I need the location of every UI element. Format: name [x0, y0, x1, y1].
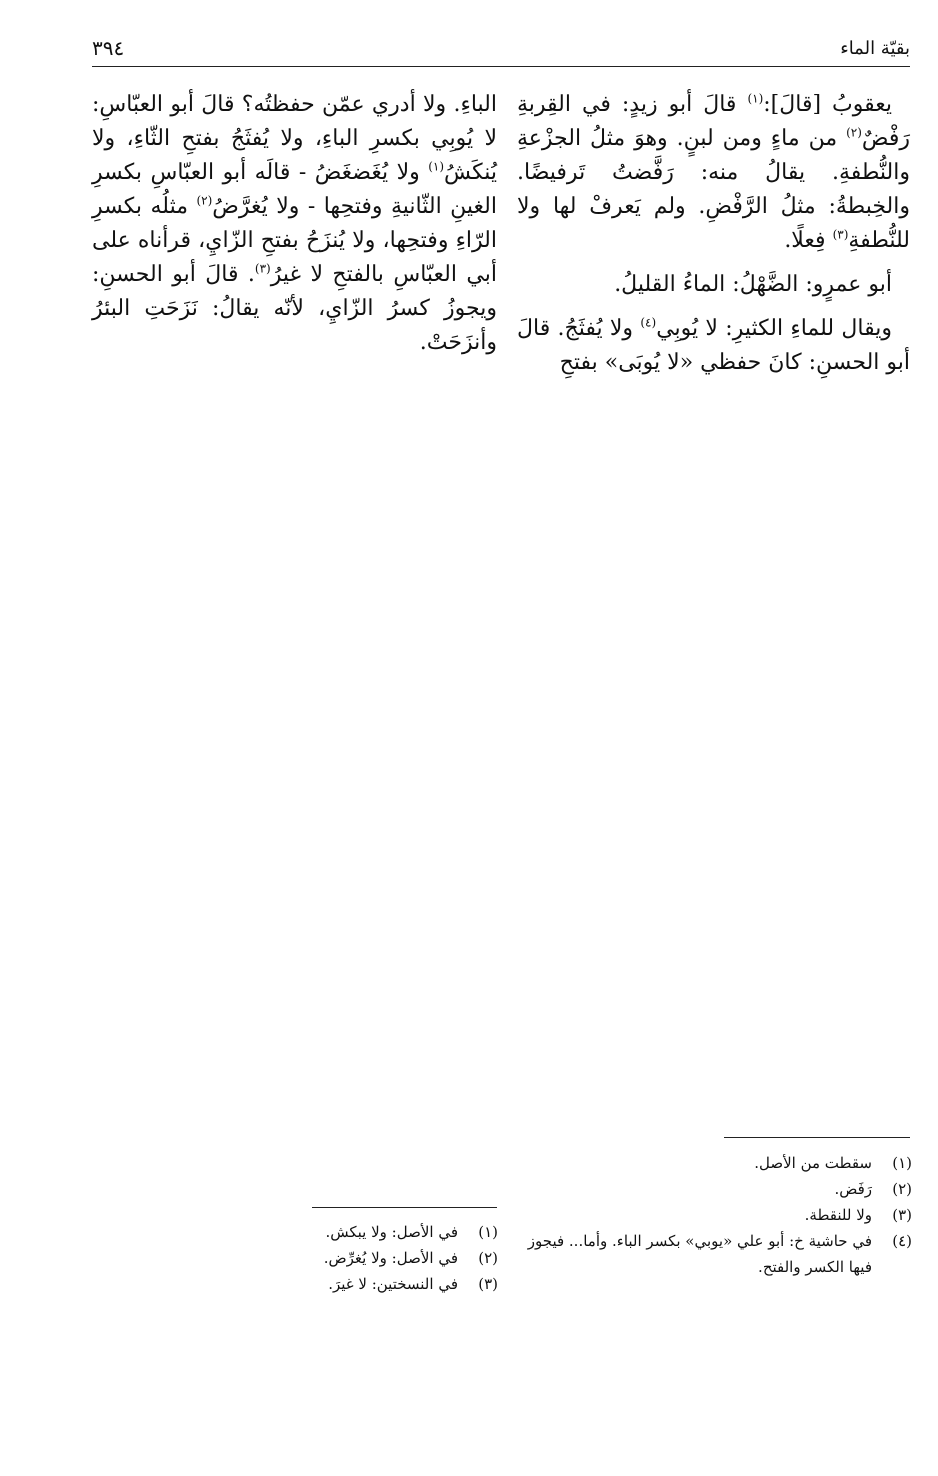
footnote-text: في حاشية خ: أبو علي «يوبي» بكسر الباء. وأما... فيجوز فيها الكسر والفتح. [527, 1232, 872, 1276]
footnote-text: في النسختين: لا غيرَ. [328, 1275, 458, 1293]
footnote-ref: (٣) [832, 227, 849, 242]
footnote [270, 1219, 498, 1245]
text-run: مثلُه بكسرِ الرّاءِ وفتحِها، ولا يُنزَحُ بفتحِ الزّايِ، قرأناه على أبي العبّاسِ بالفتحِ لا غيرُ [92, 194, 497, 287]
footnote-text: رَفَض. [834, 1180, 872, 1198]
text-run: . قالَ أبو الحسنِ: ويجوزُ كسرُ الزّايِ، لأنّه يقالُ: نَزَحَتِ البئرُ وأنزَحَتْ. [92, 262, 497, 355]
text-column-right [517, 88, 910, 380]
footnote [270, 1245, 498, 1271]
footnote [512, 1202, 912, 1228]
footnote-number: (٣) [892, 1206, 912, 1224]
footnote [512, 1228, 912, 1280]
footnote-text: سقطت من الأصل. [754, 1154, 872, 1172]
header-divider [92, 66, 910, 67]
footnote-ref: (٢) [846, 125, 862, 140]
footnote-number: (١) [892, 1154, 912, 1172]
text-run: من ماءٍ ومن لبنٍ. وهوَ مثلُ الجزْعةِ والنُّطفةِ. يقالُ منه: رَفَّضتُ تَرفيضًا. والخِبطةُ: مثلُ الرَّفْضِ. ولم يَعرفْ لها ولا للنُّطفةِ [517, 126, 910, 253]
footnotes-right [512, 1150, 912, 1280]
paragraph [92, 88, 497, 360]
text-run: يعقوبُ [قالَ]: [763, 92, 893, 117]
text-run: ولا يُغَضغَضُ - قالَه أبو العبّاسِ بكسرِ الغينِ الثّانيةِ وفتحِها - ولا يُغرَّضُ [92, 160, 497, 219]
footnote-number: (٤) [892, 1232, 912, 1250]
footnote-text: في الأصل: ولا يبكش. [325, 1223, 458, 1241]
page-number: ٣٩٤ [92, 36, 125, 60]
text-column-left [92, 88, 497, 360]
text-run: ولا يُفثَجُ. قالَ أبو الحسنِ: كانَ حفظي «لا يُوبَى» بفتحِ [517, 316, 910, 375]
text-run: الباءِ. ولا أدري عمّن حفظتُه؟ قالَ أبو العبّاسِ: لا يُوبِي بكسرِ الباءِ، ولا يُفثَجُ بفتحِ الثّاءِ، ولا يُنكَشُ [92, 92, 497, 185]
footnote-ref: (٤) [640, 315, 657, 330]
footnote-ref: (١) [428, 159, 445, 174]
footnote-number: (٢) [478, 1249, 498, 1267]
footnote-divider [312, 1207, 497, 1208]
text-run: فِعلًا. [784, 228, 833, 253]
footnote-divider [724, 1137, 910, 1138]
footnote-text: في الأصل: ولا يُغرِّض. [323, 1249, 458, 1267]
footnotes-left [270, 1219, 498, 1297]
footnote-text: ولا للنقطة. [804, 1206, 872, 1224]
text-run: ويقال للماءِ الكثيرِ: لا يُوبِي [656, 316, 892, 341]
footnote-number: (٣) [478, 1275, 498, 1293]
footnote [270, 1271, 498, 1297]
footnote-ref: (١) [747, 91, 764, 106]
footnote-number: (١) [478, 1223, 498, 1241]
footnote-number: (٢) [892, 1180, 912, 1198]
running-header [92, 34, 910, 68]
footnote-ref: (٣) [254, 261, 271, 276]
section-title: بقيّة الماء [840, 38, 910, 59]
paragraph: أبو عمرٍو: الضَّهْلُ: الماءُ القليلُ. [614, 272, 892, 297]
footnote [512, 1150, 912, 1176]
paragraph [517, 312, 910, 380]
footnote-ref: (٢) [196, 193, 213, 208]
paragraph [517, 88, 910, 258]
text-run: قالَ أبو زيدٍ: في القِربةِ رَفْضٌ [517, 92, 910, 151]
footnote [512, 1176, 912, 1202]
